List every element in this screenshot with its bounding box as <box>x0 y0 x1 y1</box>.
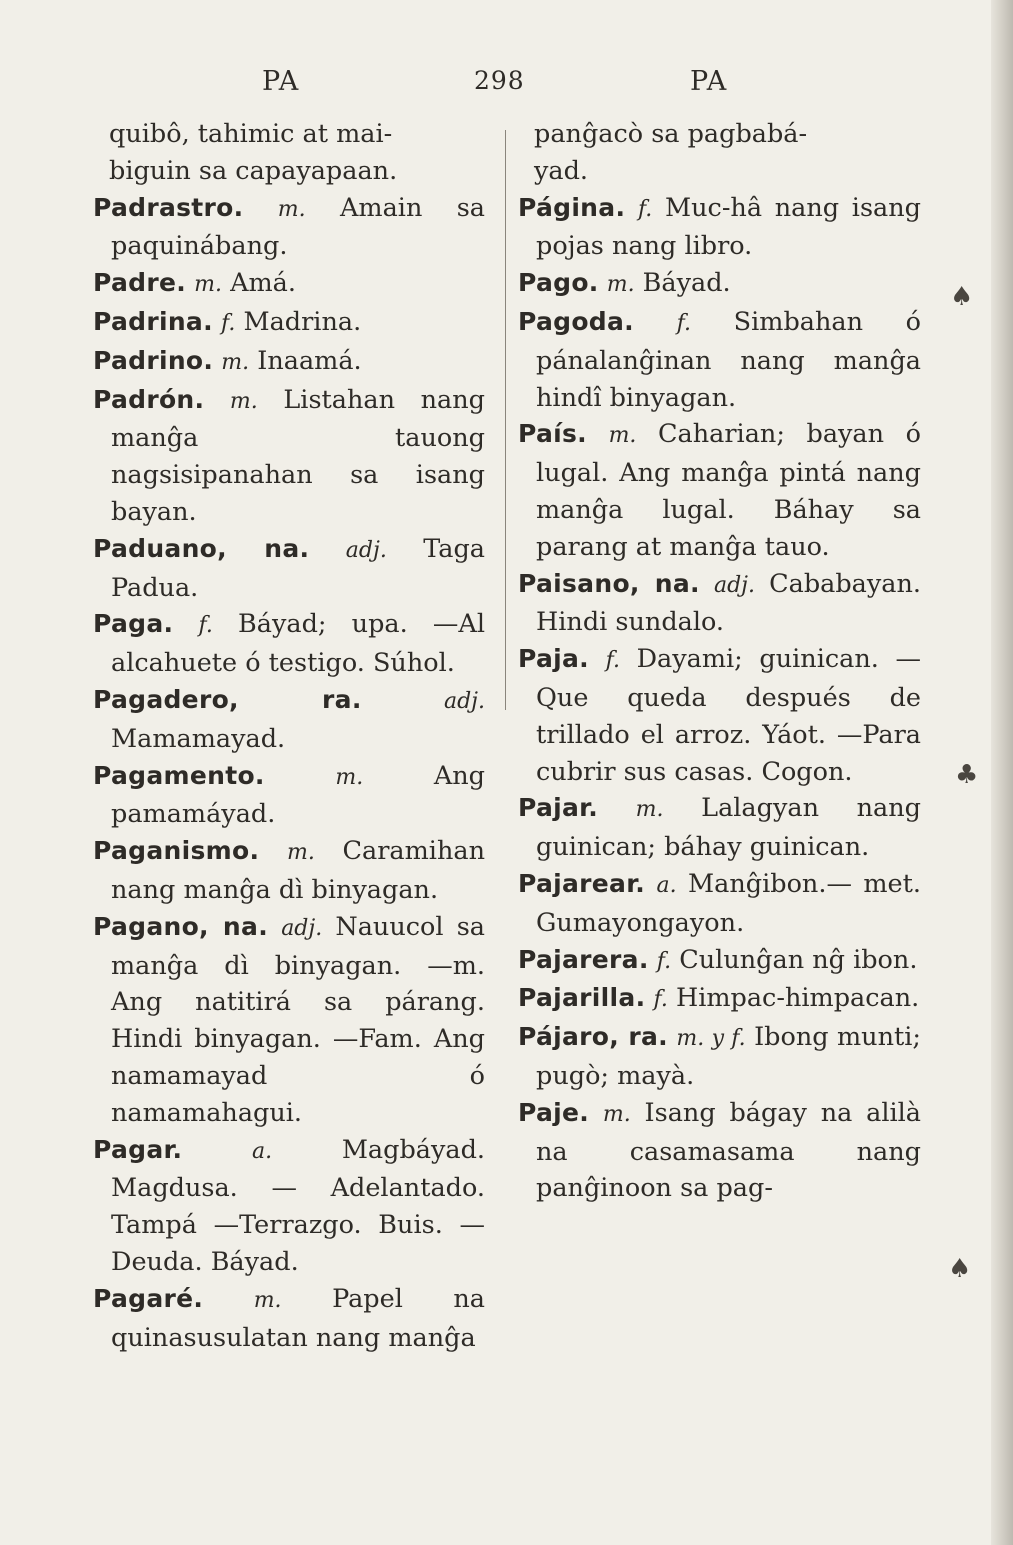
entry-grammar-tag: m. <box>602 1101 631 1127</box>
entry-definition: Caramihan nang manĝa dì binyagan. <box>111 836 485 905</box>
entry-definition: Culunĝan nĝ ibon. <box>679 944 918 975</box>
dictionary-entry <box>518 1019 921 1095</box>
entry-headword: Pajarilla. <box>518 983 646 1013</box>
page-mark: ♠ <box>948 1254 972 1284</box>
entry-grammar-tag: m. <box>335 764 364 790</box>
entry-headword: Pajar. <box>518 793 599 823</box>
entry-grammar-tag: f. <box>221 310 236 336</box>
entry-definition: Isang bágay na alilà na casamasama nang panĝinoon sa pag- <box>536 1097 922 1204</box>
entry-definition: Papel na quinasusulatan nang manĝa <box>111 1283 485 1353</box>
entry-headword: Padrino. <box>93 345 214 375</box>
dictionary-entry <box>518 116 921 190</box>
entry-definition: Báyad; upa. —Al alcahuete ó testigo. Súhol. <box>111 609 485 679</box>
entry-headword: Paga. <box>93 609 174 639</box>
entry-headword: Paja. <box>518 644 589 674</box>
dictionary-entry <box>93 606 485 682</box>
entry-definition: Madrina. <box>243 306 362 337</box>
entry-headword: Pájaro, ra. <box>518 1022 668 1052</box>
dictionary-entry <box>518 265 921 304</box>
entry-grammar-tag: m. <box>194 272 222 298</box>
dictionary-entry <box>518 942 921 981</box>
continued-text-line: yad. <box>534 155 589 186</box>
entry-headword: Pajarera. <box>518 944 649 974</box>
entry-definition: Caharian; bayan ó lugal. Ang manĝa pintá nang manĝa lugal. Báhay sa parang at manĝa tauo. <box>536 419 922 562</box>
dictionary-entry <box>93 758 485 834</box>
dictionary-entry <box>518 1095 921 1207</box>
entry-grammar-tag: m. <box>635 797 664 823</box>
dictionary-entry <box>93 190 485 266</box>
dictionary-entry <box>518 566 921 642</box>
entry-grammar-tag: m. <box>253 1287 282 1313</box>
entry-grammar-tag: f. <box>656 948 672 974</box>
entry-definition: Simbahan ó pánalanĝinan nang manĝa hindî binyagan. <box>536 306 922 413</box>
page-mark: ♠ <box>950 282 974 312</box>
entry-grammar-tag: a. <box>252 1138 273 1164</box>
entry-grammar-tag: f. <box>653 987 668 1013</box>
dictionary-entry <box>93 304 485 343</box>
entry-headword: Página. <box>518 192 626 222</box>
header-right-section: PA <box>690 66 728 97</box>
dictionary-entry <box>518 641 921 790</box>
entry-definition: Dayami; guinican. —Que queda después de trillado el arroz. Yáot. —Para cubrir sus casas. Cogon. <box>536 644 921 787</box>
dictionary-entry <box>93 343 485 382</box>
entry-headword: Paje. <box>518 1097 590 1127</box>
dictionary-entry <box>93 265 485 304</box>
continued-text-line: biguin sa capayapaan. <box>109 155 398 186</box>
entry-definition: Nauucol sa manĝa dì binyagan. —m. Ang natitirá sa párang. Hindi binyagan. —Fam. Ang namamayad ó namamahagui. <box>111 911 486 1128</box>
entry-headword: Padre. <box>93 268 186 298</box>
page-mark: ♣ <box>955 760 979 790</box>
entry-headword: Pagoda. <box>518 306 634 336</box>
dictionary-entry <box>93 1132 485 1281</box>
entry-headword: Pagano, na. <box>93 911 268 941</box>
entry-headword: Pago. <box>518 268 599 298</box>
entry-headword: Pagar. <box>93 1134 183 1164</box>
entry-grammar-tag: m. y f. <box>676 1026 746 1052</box>
page-edge <box>991 0 1013 1545</box>
entry-grammar-tag: m. <box>608 423 637 449</box>
entry-definition: Báyad. <box>642 268 731 299</box>
entry-definition: Amain sa paquinábang. <box>111 192 486 262</box>
entry-definition: Listahan nang manĝa tauong nagsisipanahan sa isang bayan. <box>111 384 486 527</box>
entry-definition: Lalagyan nang guinican; báhay guinican. <box>536 793 921 863</box>
continued-text-line: panĝacò sa pagbabá- <box>534 119 808 149</box>
header-left-section: PA <box>262 66 300 97</box>
dictionary-entry <box>93 833 485 909</box>
entry-grammar-tag: adj. <box>713 572 755 598</box>
entry-headword: Paisano, na. <box>518 568 700 598</box>
entry-definition: Taga Padua. <box>111 533 486 603</box>
entry-grammar-tag: f. <box>198 613 213 639</box>
entry-headword: Pagamento. <box>93 760 265 790</box>
entry-headword: Padrón. <box>93 384 205 414</box>
dictionary-entry <box>518 790 921 866</box>
entry-definition: Manĝibon.— met. Gumayongayon. <box>536 868 921 938</box>
entry-headword: Pagadero, ra. <box>93 684 362 714</box>
entry-grammar-tag: adj. <box>281 915 323 941</box>
entry-headword: Padrina. <box>93 306 213 336</box>
dictionary-entry <box>93 116 485 190</box>
dictionary-entry <box>93 909 485 1132</box>
dictionary-entry <box>93 1281 485 1357</box>
entry-grammar-tag: f. <box>637 196 653 222</box>
entry-definition: Muc-hâ nang isang pojas nang libro. <box>536 192 921 262</box>
entry-grammar-tag: m. <box>229 388 258 414</box>
continued-text-line: quibô, tahimic at mai- <box>109 119 393 149</box>
entry-definition: Himpac-himpacan. <box>675 983 920 1014</box>
entry-grammar-tag: f. <box>676 310 691 336</box>
dictionary-entry <box>518 416 921 565</box>
entry-definition: Ibong munti; pugò; mayà. <box>536 1022 922 1091</box>
dictionary-entry <box>518 866 921 942</box>
dictionary-entry <box>93 682 485 758</box>
entry-definition: Magbáyad. Magdusa. — Adelantado. Tampá —Terrazgo. Buis. —Deuda. Báyad. <box>111 1134 486 1277</box>
entry-definition: Amá. <box>230 268 296 299</box>
entry-grammar-tag: m. <box>277 196 306 222</box>
dictionary-entry <box>518 190 921 266</box>
entry-grammar-tag: a. <box>656 872 677 898</box>
dictionary-entry <box>93 382 485 531</box>
entry-grammar-tag: m. <box>221 349 250 375</box>
entry-definition: Ang pamamáyad. <box>111 760 485 830</box>
entry-definition: Mamamayad. <box>111 723 286 754</box>
entry-definition: Inaamá. <box>257 345 362 376</box>
entry-headword: Padrastro. <box>93 192 244 222</box>
entry-headword: Paduano, na. <box>93 533 310 563</box>
column-divider <box>505 130 506 710</box>
dictionary-entry <box>518 980 921 1019</box>
entry-headword: País. <box>518 419 587 449</box>
entry-headword: Pajarear. <box>518 868 646 898</box>
entry-definition: Cababayan. Hindi sundalo. <box>536 568 922 638</box>
entry-grammar-tag: f. <box>605 648 620 674</box>
entry-headword: Paganismo. <box>93 836 260 866</box>
dictionary-entry <box>93 531 485 607</box>
entry-grammar-tag: m. <box>286 840 315 866</box>
entry-grammar-tag: m. <box>606 272 635 298</box>
page-number: 298 <box>474 66 525 95</box>
left-column <box>93 116 485 1356</box>
entry-headword: Pagaré. <box>93 1283 204 1313</box>
running-header <box>0 66 1013 106</box>
entry-grammar-tag: adj. <box>345 537 387 563</box>
entry-grammar-tag: adj. <box>443 688 485 714</box>
right-column <box>518 116 921 1207</box>
dictionary-entry <box>518 304 921 416</box>
